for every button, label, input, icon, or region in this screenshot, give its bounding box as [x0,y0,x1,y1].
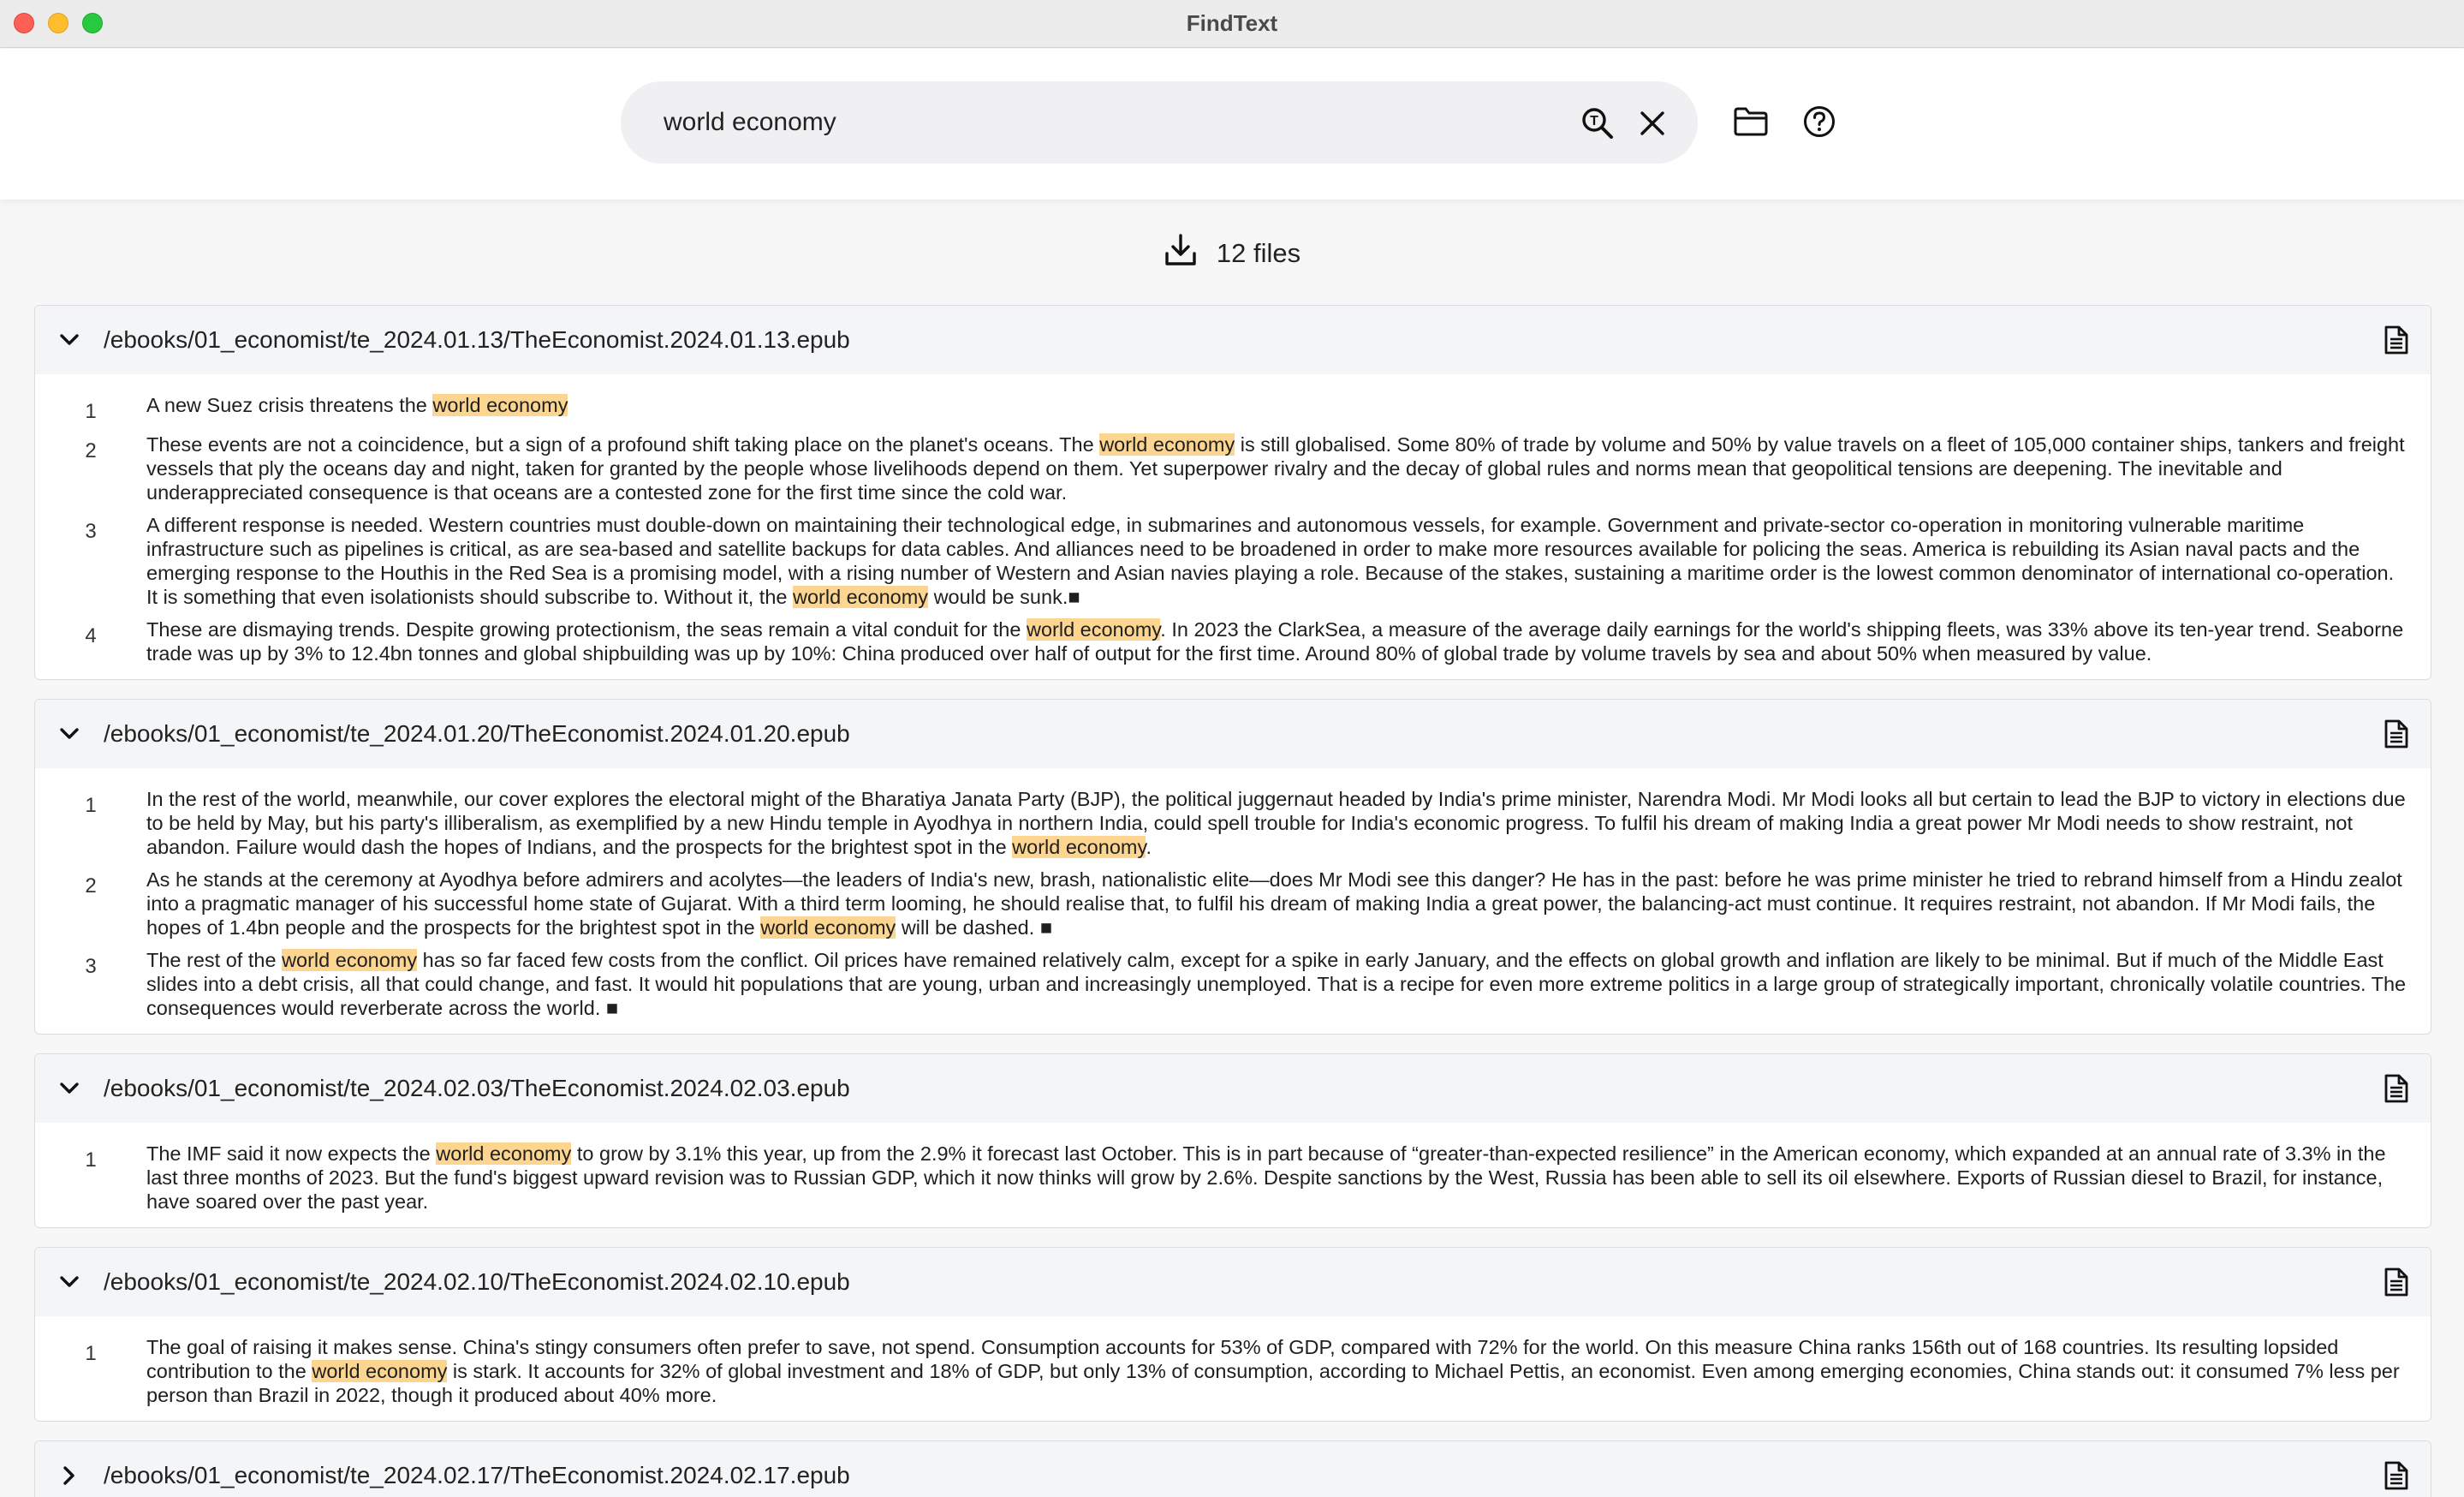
text-segment: would be sunk.■ [928,586,1080,608]
document-icon[interactable] [2381,325,2412,355]
text-segment: is stark. It accounts for 32% of global investment and 18% of GDP, but only 13% of consumption, according to Michael Pettis, an economist. Even among emerging economies, China stands out: it consumed 7% less per person than Brazil in 2022, though it produced about 40% more. [146,1360,2400,1406]
text-segment: is still globalised. Some 80% of trade by volume and 50% by value travels on a fleet of 105,000 container ships, tankers and freight vessels that ply the oceans day and night, taken for granted by the people whose livelihoods depend on them. Yet superpower rivalry and the decay of global rules and norms mean that geopolitical tensions are deepening. The inevitable and underappreciated consequence is that oceans are a contested zone for the first time since the cold war. [146,433,2405,504]
document-icon[interactable] [2381,1267,2412,1297]
result-body [35,1316,2431,1421]
text-segment: The goal of raising it makes sense. China's stingy consumers often prefer to save, not spend. Consumption accounts for 53% of GDP, compared with 72% for the world. On this measure China ranks 156th out of 168 countries. Its resulting lopsided contribution to the [146,1336,2339,1382]
result-body [35,768,2431,1034]
line-number: 1 [85,400,97,423]
chevron-down-icon[interactable] [35,1054,104,1123]
match-highlight: world economy [432,394,568,416]
line-number: 3 [85,520,97,543]
line-number: 4 [85,624,97,647]
match-line[interactable] [35,948,2431,1020]
match-line[interactable] [35,393,2431,424]
match-line[interactable] [35,787,2431,859]
file-path[interactable]: /ebooks/01_economist/te_2024.02.17/TheEconomist.2024.02.17.epub [104,1462,850,1488]
line-text [146,1335,2407,1407]
help-icon [1802,104,1836,139]
document-icon[interactable] [2381,719,2412,749]
search-text-icon[interactable] [1578,104,1617,143]
file-path[interactable]: /ebooks/01_economist/te_2024.01.20/TheEconomist.2024.01.20.epub [104,720,850,747]
match-line[interactable] [35,1142,2431,1214]
text-segment: has so far faced few costs from the conflict. Oil prices have remained relatively calm, except for a spike in early January, and the effects on global growth and inflation are likely to be minimal. But if much of the Middle East slides into a debt crisis, all that could change, and fast. It would hit populations that are young, urban and increasingly unemployed. That is a recipe for even more extreme politics in a large group of strategically important, chronically volatile countries. The consequences would reverberate across the world. ■ [146,949,2407,1019]
text-segment: . In 2023 the ClarkSea, a measure of the average daily earnings for the world's shipping fleets, was 33% above its ten-year trend. Seaborne trade was up by 3% to 12.4bn tonnes and global shipbuilding was up by 10%: China produced over half of output for the first time. Around 80% of global trade by volume travels by sea and about 50% when measured by value. [146,618,2404,665]
line-text [146,393,2407,424]
text-segment: As he stands at the ceremony at Ayodhya before admirers and acolytes—the leaders of India's new, brash, nationalistic elite—does Mr Modi see this danger? He has in the past: before he was prime minister he tried to rebrand himself from a Hindu zealot into a pragmatic manager of his successful home state of Gujarat. With a third term looming, he should realise that, to fulfil his dream of making India a great power, the balancing-act must continue. It requires restraint, not abandon. If Mr Modi fails, the hopes of 1.4bn people and the prospects for the brightest spot in the [146,868,2402,939]
result-header[interactable] [35,1248,2431,1316]
result-body [35,374,2431,679]
svg-text:T: T [1590,114,1598,128]
line-text [146,787,2407,859]
match-highlight: world economy [436,1142,572,1165]
result-header[interactable] [35,1054,2431,1123]
open-folder-button[interactable] [1731,102,1771,141]
file-path[interactable]: /ebooks/01_economist/te_2024.01.13/TheEconomist.2024.01.13.epub [104,326,850,353]
chevron-right-icon[interactable] [35,1441,104,1497]
line-number: 1 [85,1148,97,1172]
text-segment: These are dismaying trends. Despite growing protectionism, the seas remain a vital conduit for the [146,618,1027,641]
line-text [146,617,2407,665]
chevron-down-icon[interactable] [35,700,104,768]
result-card [34,1053,2431,1228]
document-icon[interactable] [2381,1460,2412,1491]
window-title: FindText [1186,10,1278,36]
match-line[interactable] [35,868,2431,939]
text-segment: In the rest of the world, meanwhile, our cover explores the electoral might of the Bharatiya Janata Party (BJP), the political juggernaut headed by India's prime minister, Narendra Modi. Mr Modi looks all but certain to lead the BJP to victory in elections due to be held by May, but his party's illiberalism, as exemplified by a new Hindu temple in Ayodhya in northern India, could spell trouble for India's economic progress. To fulfil his dream of making India a great power Mr Modi needs to show restraint, not abandon. Failure would dash the hopes of Indians, and the prospects for the brightest spot in the [146,788,2406,858]
line-number: 3 [85,955,97,978]
result-card [34,1247,2431,1422]
file-path[interactable]: /ebooks/01_economist/te_2024.02.03/TheEconomist.2024.02.03.epub [104,1075,850,1101]
match-line[interactable] [35,432,2431,504]
line-text [146,1142,2407,1214]
line-text [146,868,2407,939]
match-highlight: world economy [312,1360,448,1382]
file-path[interactable]: /ebooks/01_economist/te_2024.02.10/TheEconomist.2024.02.10.epub [104,1268,850,1295]
download-icon[interactable] [1164,233,1198,274]
result-card [34,1440,2431,1497]
match-line[interactable] [35,1335,2431,1407]
match-line[interactable] [35,617,2431,665]
window-close-button[interactable] [14,13,34,33]
toolbar [0,49,2464,200]
text-segment: The rest of the [146,949,283,971]
line-number: 2 [85,439,97,462]
help-button[interactable] [1800,102,1839,141]
result-card [34,699,2431,1035]
text-segment: will be dashed. ■ [896,916,1053,939]
title-bar [0,0,2464,48]
line-text [146,513,2407,609]
files-summary [0,230,2464,277]
match-highlight: world economy [1026,618,1161,641]
match-highlight: world economy [1012,836,1146,858]
line-text [146,432,2407,504]
files-count-label: 12 files [1216,238,1301,268]
line-number: 2 [85,874,97,898]
clear-search-button[interactable] [1633,104,1672,143]
folder-icon [1733,106,1769,137]
text-segment: . [1146,836,1152,858]
search-bar [621,81,1698,164]
result-card [34,305,2431,680]
window-controls [14,13,103,33]
match-highlight: world economy [760,916,896,939]
text-segment: These events are not a coincidence, but a sign of a profound shift taking place on the planet's oceans. The [146,433,1100,456]
window-minimize-button[interactable] [48,13,68,33]
text-segment: A different response is needed. Western countries must double-down on maintaining their technological edge, in submarines and autonomous vessels, for example. Government and private-sector co-operation in monitoring vulnerable maritime infrastructure such as pipelines is critical, as are sea-based and satellite backups for data cables. And alliances need to be broadened in order to make more resources available for policing the seas. America is rebuilding its Asian naval pacts and the emerging response to the Houthis in the Red Sea is a promising model, with a rising number of Western and Asian navies playing a role. Because of the stakes, sustaining a maritime order is the lowest common denominator of international co-operation. It is something that even isolationists should subscribe to. Without it, the [146,514,2395,608]
window-maximize-button[interactable] [82,13,103,33]
close-icon [1638,109,1667,138]
text-segment: to grow by 3.1% this year, up from the 2.9% it forecast last October. This is in part because of “greater-than-expected resilience” in the American economy, which expanded at an annual rate of 3.3% in the last three months of 2023. But the fund's biggest upward revision was to Russian GDP, which it now thinks will grow by 2.6%. Despite sanctions by the West, Russia has been able to sell its oil elsewhere. Exports of Russian diesel to Brazil, for instance, have soared over the past year. [146,1142,2386,1213]
match-highlight: world economy [282,949,418,971]
chevron-down-icon[interactable] [35,1248,104,1316]
results-list [34,305,2431,1497]
result-body [35,1123,2431,1227]
text-segment: A new Suez crisis threatens the [146,394,433,416]
match-highlight: world economy [793,586,929,608]
result-header[interactable] [35,1441,2431,1497]
result-header[interactable] [35,306,2431,374]
line-number: 1 [85,1342,97,1365]
text-segment: The IMF said it now expects the [146,1142,437,1165]
line-number: 1 [85,794,97,817]
chevron-down-icon[interactable] [35,306,104,374]
line-text [146,948,2407,1020]
document-icon[interactable] [2381,1073,2412,1104]
result-header[interactable] [35,700,2431,768]
search-input[interactable] [664,100,1571,145]
match-highlight: world economy [1099,433,1235,456]
match-line[interactable] [35,513,2431,609]
